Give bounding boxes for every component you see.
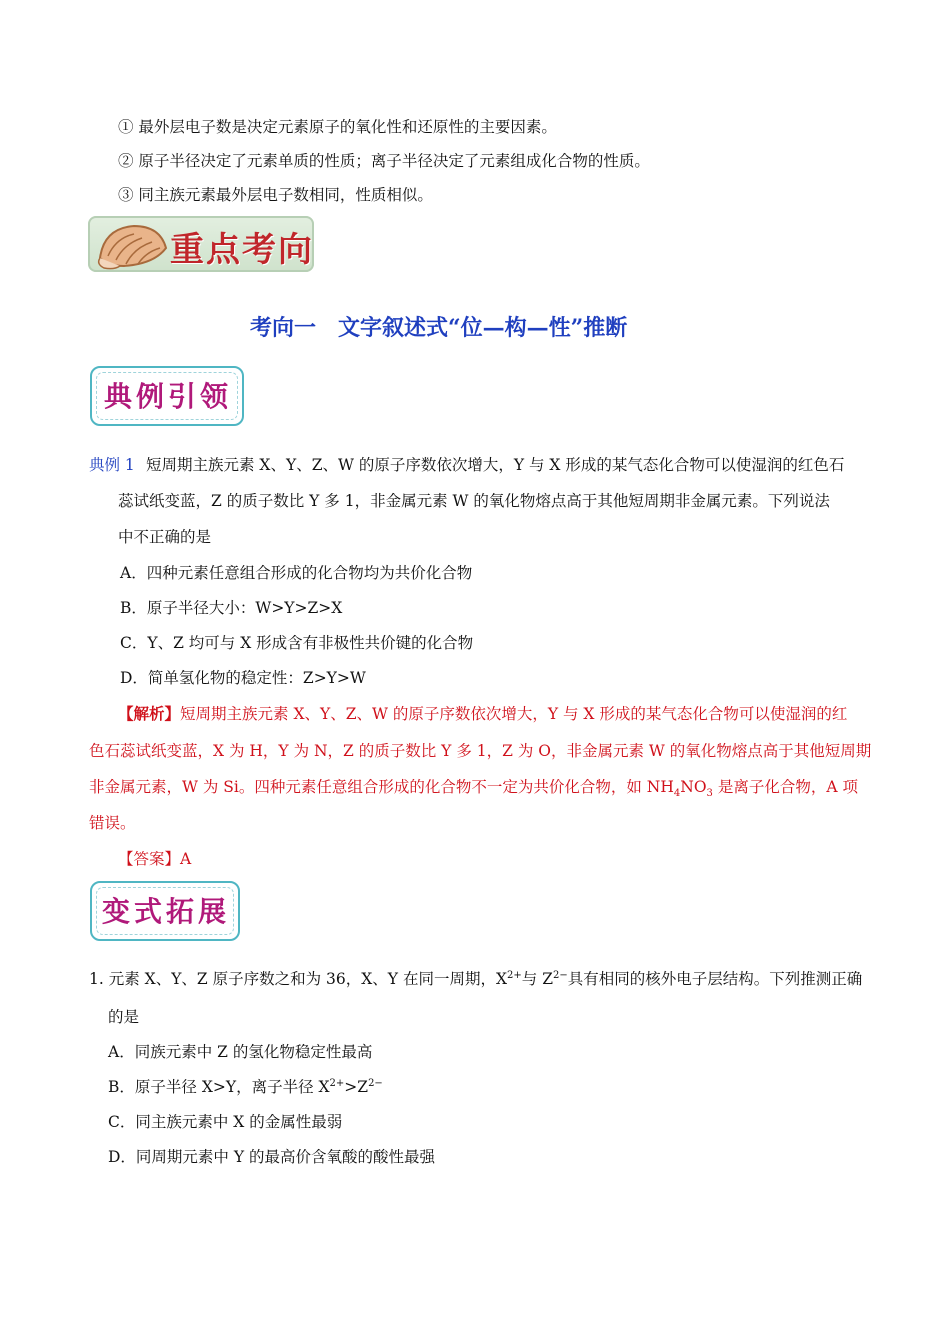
example-option-b: B．原子半径大小：W>Y>Z>X <box>120 599 343 617</box>
question-sup-2: 2− <box>552 969 568 981</box>
seashell-icon <box>94 218 172 272</box>
analysis-line-2: 色石蕊试纸变蓝，X 为 H，Y 为 N，Z 的质子数比 Y 多 1，Z 为 O，非金属元素 W 的氧化物熔点高于其他短周期 <box>89 742 872 760</box>
analysis-line-4: 错误。 <box>89 814 136 832</box>
example-frame-title: 典例引领 <box>104 380 233 413</box>
question-option-b <box>108 1076 383 1098</box>
note-1: ① 最外层电子数是决定元素原子的氧化性和还原性的主要因素。 <box>118 118 557 136</box>
question-sup-1: 2+ <box>507 969 522 981</box>
question-option-b-sup-1: 2+ <box>329 1077 345 1089</box>
example-option-a: A．四种元素任意组合形成的化合物均为共价化合物 <box>120 564 473 582</box>
answer-label: 【答案】 <box>118 850 181 868</box>
example-stem-2: 蕊试纸变蓝，Z 的质子数比 Y 多 1，非金属元素 W 的氧化物熔点高于其他短周期非金属元素。下列说法 <box>118 492 830 510</box>
variant-frame-title: 变式拓展 <box>102 895 231 928</box>
example-stem-1: 短周期主族元素 X、Y、Z、W 的原子序数依次增大，Y 与 X 形成的某气态化合物可以使湿润的红色石 <box>146 456 845 474</box>
question-option-c: C．同主族元素中 X 的金属性最弱 <box>108 1113 343 1131</box>
question-text-1c: 具有相同的核外电子层结构。下列推测正确 <box>567 970 863 988</box>
question-option-b-sup-2: 2− <box>368 1077 383 1089</box>
analysis-sub-3: 3 <box>706 788 713 800</box>
example-stem-3: 中不正确的是 <box>118 528 212 546</box>
example-option-d: D．简单氢化物的稳定性：Z>Y>W <box>120 669 366 687</box>
analysis-label: 【解析】 <box>118 704 181 723</box>
analysis-line-3 <box>89 776 858 798</box>
analysis-text-3c: 是离子化合物，A 项 <box>712 778 858 796</box>
note-2: ② 原子半径决定了元素单质的性质；离子半径决定了元素组成化合物的性质。 <box>118 152 650 170</box>
question-text-1b: 与 Z <box>521 970 553 988</box>
question-option-b-text-a: B．原子半径 X>Y，离子半径 X <box>108 1078 330 1096</box>
answer-line <box>118 848 191 870</box>
analysis-text-1: 短周期主族元素 X、Y、Z、W 的原子序数依次增大，Y 与 X 形成的某气态化合物可以使湿润的红 <box>180 705 848 723</box>
note-3: ③ 同主族元素最外层电子数相同，性质相似。 <box>118 186 433 204</box>
question-text-1a: 元素 X、Y、Z 原子序数之和为 36，X、Y 在同一周期，X <box>108 970 508 988</box>
question-option-b-text-b: >Z <box>344 1078 369 1096</box>
question-option-a: A．同族元素中 Z 的氢化物稳定性最高 <box>108 1043 373 1061</box>
question-line-1 <box>89 968 862 990</box>
question-number: 1. <box>89 970 104 988</box>
answer-value: A <box>180 850 192 868</box>
analysis-text-3b: NO <box>680 778 707 796</box>
example-option-c: C．Y、Z 均可与 X 形成含有非极性共价键的化合物 <box>120 634 474 652</box>
analysis-sub-4: 4 <box>673 788 681 800</box>
question-line-2: 的是 <box>108 1008 140 1026</box>
analysis-text-3a: 非金属元素，W 为 Si。四种元素任意组合形成的化合物不一定为共价化合物，如 NH <box>89 778 674 796</box>
analysis-line-1 <box>118 703 847 725</box>
example-label: 典例 1 <box>89 456 135 474</box>
question-option-d: D．同周期元素中 Y 的最高价含氧酸的酸性最强 <box>108 1148 436 1166</box>
banner-title: 重点考向 <box>170 230 314 270</box>
section-title: 考向一 文字叙述式“位—构—性”推断 <box>250 315 628 341</box>
